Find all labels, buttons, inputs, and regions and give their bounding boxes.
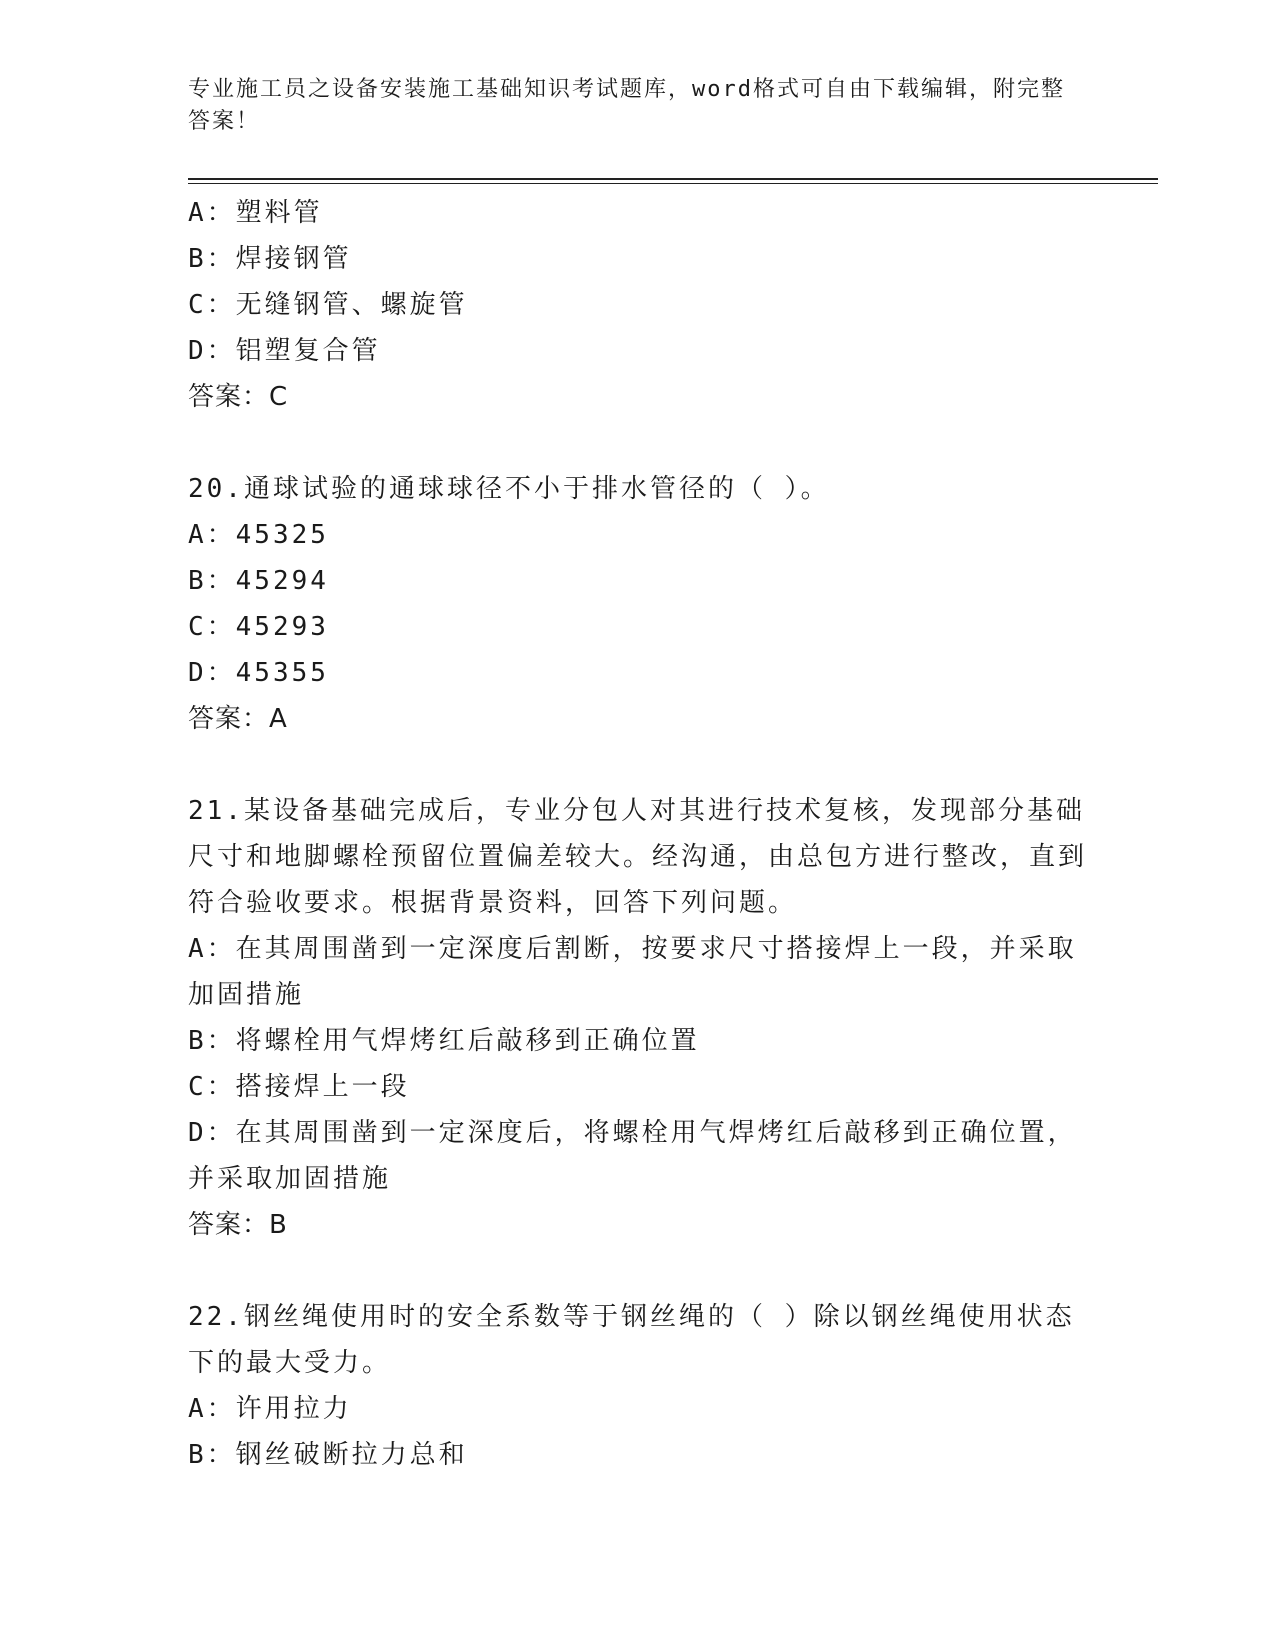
option-c: C：搭接焊上一段 <box>188 1072 410 1102</box>
option-d: D：45355 <box>188 658 329 688</box>
header-divider-thin <box>188 183 1158 184</box>
option-a: A：在其周围凿到一定深度后割断，按要求尺寸搭接焊上一段，并采取加固措施 <box>188 934 1077 1010</box>
option-b: B：将螺栓用气焊烤红后敲移到正确位置 <box>188 1026 700 1056</box>
answer-label: 答案：A <box>188 704 288 734</box>
option-a: A：45325 <box>188 520 329 550</box>
option-b: B：钢丝破断拉力总和 <box>188 1440 468 1470</box>
option-c: C：无缝钢管、螺旋管 <box>188 290 468 320</box>
question-stem: 22.钢丝绳使用时的安全系数等于钢丝绳的（ ）除以钢丝绳使用状态下的最大受力。 <box>188 1302 1075 1378</box>
option-c: C：45293 <box>188 612 329 642</box>
answer-label: 答案：B <box>188 1210 288 1240</box>
option-b: B：45294 <box>188 566 329 596</box>
page-header-title: 专业施工员之设备安装施工基础知识考试题库，word格式可自由下载编辑，附完整答案！ <box>188 77 1065 134</box>
question-stem: 21.某设备基础完成后，专业分包人对其进行技术复核，发现部分基础尺寸和地脚螺栓预留位置偏差较大。经沟通，由总包方进行整改，直到符合验收要求。根据背景资料，回答下列问题。 <box>188 796 1088 918</box>
question-22 <box>188 1294 1088 1478</box>
question-20 <box>188 466 1088 742</box>
question-21 <box>188 788 1088 1248</box>
question-19-continued <box>188 190 1088 420</box>
spacer <box>188 420 1088 466</box>
answer-label: 答案：C <box>188 382 289 412</box>
spacer <box>188 742 1088 788</box>
option-d: D：铝塑复合管 <box>188 336 381 366</box>
spacer <box>188 1248 1088 1294</box>
question-list <box>188 190 1088 1478</box>
question-stem: 20.通球试验的通球球径不小于排水管径的（ ）。 <box>188 474 830 504</box>
option-d: D：在其周围凿到一定深度后，将螺栓用气焊烤红后敲移到正确位置，并采取加固措施 <box>188 1118 1077 1194</box>
header-divider-thick <box>188 178 1158 180</box>
option-a: A：许用拉力 <box>188 1394 352 1424</box>
option-b: B：焊接钢管 <box>188 244 352 274</box>
option-a: A：塑料管 <box>188 198 323 228</box>
